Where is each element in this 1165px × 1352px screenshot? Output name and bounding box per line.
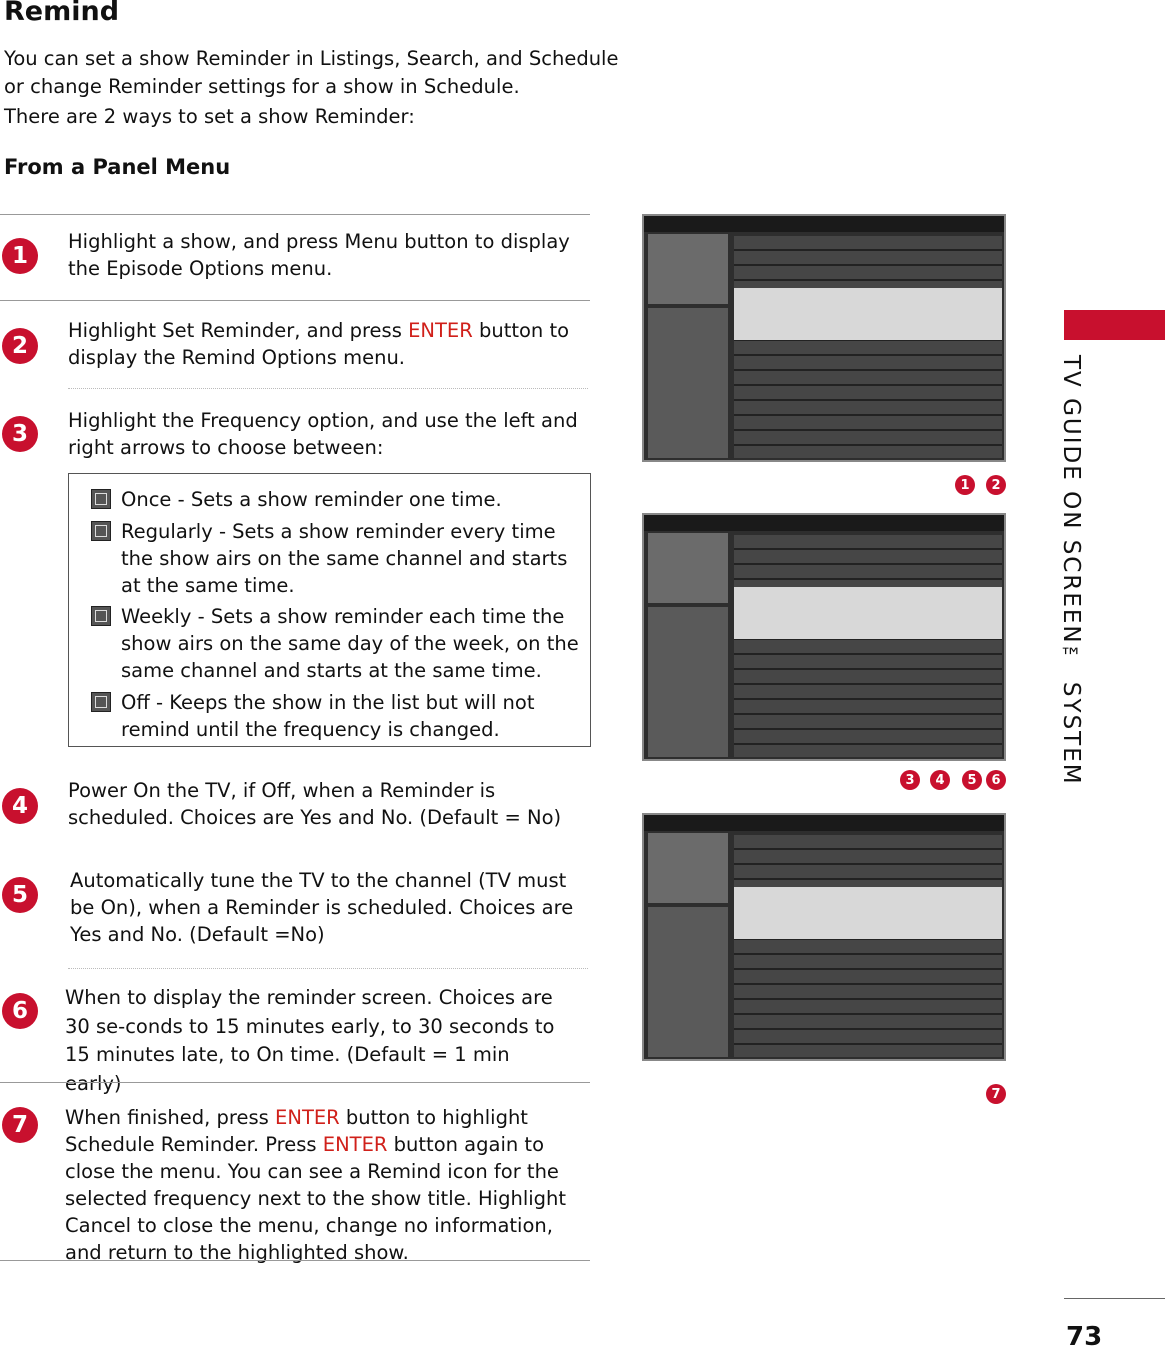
intro-line-2: or change Reminder settings for a show in Schedule. [4, 75, 520, 98]
step-number-4: 4 [2, 788, 38, 824]
callout-badge-7: 7 [986, 1084, 1006, 1104]
frequency-options-box [68, 473, 591, 747]
section-tab-label: TV GUIDE ON SCREEN™ SYSTEM [1058, 355, 1084, 786]
section-subheading: From a Panel Menu [4, 155, 231, 179]
enter-key-label: ENTER [408, 319, 473, 342]
intro-line-1: You can set a show Reminder in Listings, Search, and Schedule [4, 47, 619, 70]
option-weekly-text: Weekly - Sets a show reminder each time the show airs on the same day of the week, on the same channel and starts at the same time. [121, 605, 579, 682]
divider [0, 214, 590, 215]
enter-key-label: ENTER [322, 1133, 388, 1156]
footer-rule [1064, 1298, 1165, 1299]
step-1-text: Highlight a show, and press Menu button to display the Episode Options menu. [68, 230, 570, 280]
step-number-6: 6 [2, 993, 38, 1029]
option-regularly [91, 518, 581, 599]
tv-guide-screenshot-3 [642, 813, 1006, 1061]
step-7-text-a: When finished, press [65, 1106, 276, 1129]
step-2-text-start: Highlight Set Reminder, and press [68, 319, 409, 342]
step-7-text-c: button again to close the menu. You can see a Remind icon for the selected frequency next to the show title. Highlight Cancel to close the menu, change no information, and return to the highlighted show. [65, 1133, 567, 1264]
step-2-text [68, 317, 590, 371]
step-4-text: Power On the TV, if Off, when a Reminder is scheduled. Choices are Yes and No. (Default = No) [68, 779, 562, 829]
step-7-text-b: button to highlight Schedule Reminder. Press [65, 1106, 528, 1156]
option-off-text: Off - Keeps the show in the list but will not remind until the frequency is changed. [121, 691, 535, 741]
divider [0, 1260, 590, 1261]
callout-badge-3: 3 [900, 770, 920, 790]
callout-badge-4: 4 [930, 770, 950, 790]
step-5-text: Automatically tune the TV to the channel (TV must be On), when a Reminder is scheduled. Choices are Yes and No. (Default =No) [70, 869, 574, 946]
tv-guide-screenshot-2 [642, 513, 1006, 761]
divider [0, 300, 590, 301]
page-title: Remind [4, 0, 120, 27]
regularly-icon [91, 521, 111, 541]
option-once-text: Once - Sets a show reminder one time. [121, 488, 502, 511]
step-number-7: 7 [2, 1107, 38, 1143]
divider [0, 1082, 590, 1083]
step-number-2: 2 [2, 328, 38, 364]
weekly-icon [91, 606, 111, 626]
step-2-text-end: button to display the Remind Options menu. [68, 319, 570, 369]
step-6-text: When to display the reminder screen. Choices are 30 se-conds to 15 minutes early, to 30 seconds to 15 minutes late, to On time. (Default = 1 min early) [65, 986, 555, 1095]
dotted-divider [68, 968, 588, 969]
callout-badge-2: 2 [986, 475, 1006, 495]
dotted-divider [68, 388, 588, 389]
option-once [91, 486, 581, 513]
page-number: 73 [1066, 1322, 1103, 1352]
intro-line-3: There are 2 ways to set a show Reminder: [4, 105, 415, 128]
callout-badge-1: 1 [955, 475, 975, 495]
option-weekly [91, 603, 581, 684]
step-number-3: 3 [2, 416, 38, 452]
once-icon [91, 489, 111, 509]
callout-badge-6: 6 [986, 770, 1006, 790]
step-number-5: 5 [2, 877, 38, 913]
section-tab-marker [1064, 310, 1165, 340]
step-7-text [65, 1104, 585, 1266]
enter-key-label: ENTER [275, 1106, 340, 1129]
off-icon [91, 692, 111, 712]
option-off [91, 689, 581, 743]
callout-badge-5: 5 [962, 770, 982, 790]
option-regularly-text: Regularly - Sets a show reminder every time the show airs on the same channel and starts at the same time. [121, 520, 568, 597]
step-number-1: 1 [2, 238, 38, 274]
tv-guide-screenshot-1 [642, 214, 1006, 462]
step-3-text: Highlight the Frequency option, and use the left and right arrows to choose between: [68, 409, 578, 459]
